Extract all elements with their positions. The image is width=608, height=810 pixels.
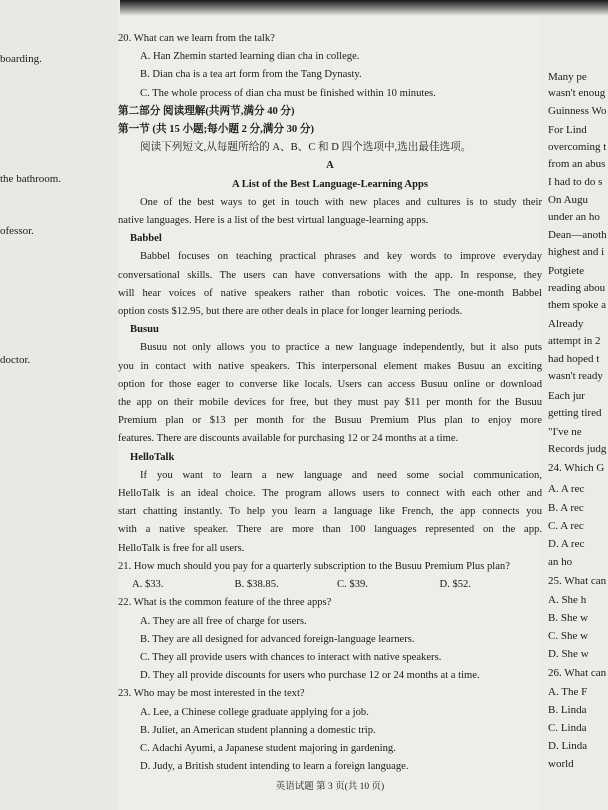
question-22-option-c: C. They all provide users with chances to interact with native speakers. <box>140 651 442 663</box>
scan-shadow <box>120 0 608 16</box>
question-20-option-b: B. Dian cha is a tea art form from the Tang Dynasty. <box>140 69 362 81</box>
hellotalk-line: HelloTalk is free for all users. <box>118 542 245 554</box>
question-23-option-d: D. Judy, a British student intending to learn a foreign language. <box>140 761 409 773</box>
right-fragment: from an abus <box>548 158 606 170</box>
question-21-option-b: B. $38.85. <box>234 579 279 591</box>
right-fragment: Dean—anoth <box>548 229 607 241</box>
right-fragment: 24. Which G <box>548 462 605 474</box>
question-21-option-a: A. $33. <box>132 579 164 591</box>
busuu-line: Premium plan or $13 per month for the Busuu Premium Plus plan to enjoy more <box>118 415 542 427</box>
left-page-edge <box>0 0 118 810</box>
right-fragment: overcoming t <box>548 141 607 153</box>
instructions: 阅读下列短文,从每题所给的 A、B、C 和 D 四个选项中,选出最佳选项。 <box>140 142 472 154</box>
right-fragment: Records judg <box>548 443 607 455</box>
busuu-line: Busuu not only allows you to practice a new language independently, but it also puts <box>140 342 542 354</box>
question-22-stem: 22. What is the common feature of the three apps? <box>118 597 332 609</box>
right-fragment: B. She w <box>548 612 589 624</box>
busuu-line: option for those eager to converse like locals. Users can access Busuu online or download <box>118 378 542 390</box>
right-fragment: had hoped t <box>548 353 600 365</box>
right-fragment: D. A rec <box>548 538 585 550</box>
question-21-stem: 21. How much should you pay for a quarterly subscription to the Busuu Premium Plus plan? <box>118 560 510 572</box>
babbel-line: Babbel focuses on teaching practical phrases and key words to improve everyday <box>140 251 542 263</box>
passage-title: A List of the Best Language-Learning Apps <box>231 178 428 190</box>
right-fragment: D. She w <box>548 648 589 660</box>
right-fragment: reading abou <box>548 282 606 294</box>
left-fragment: the bathroom. <box>0 173 62 185</box>
hellotalk-line: If you want to learn a new language and need some social communication, <box>140 469 542 481</box>
babbel-line: will hear voices of native speakers rather than robotic voices. The one-month Babbel <box>118 287 542 299</box>
right-fragment: "I've ne <box>548 426 582 438</box>
question-21-option-d: D. $52. <box>439 579 471 591</box>
intro-line: native languages. Here is a list of the best virtual language-learning apps. <box>118 215 429 227</box>
babbel-line: option costs $12.95, but there are other deals in place for longer learning periods. <box>118 306 463 318</box>
hellotalk-line: start chatting instantly. To help you learn a language like French, the app connects you <box>118 506 542 518</box>
right-fragment: wasn't ready <box>548 370 603 382</box>
question-20-option-a: A. Han Zhemin started learning dian cha in college. <box>140 51 360 63</box>
left-fragment: ofessor. <box>0 225 34 237</box>
question-20-option-c: C. The whole process of dian cha must be finished within 10 minutes. <box>140 87 436 99</box>
babbel-heading: Babbel <box>130 233 162 245</box>
right-fragment: Many pe <box>548 71 587 83</box>
right-fragment: C. She w <box>548 630 589 642</box>
question-23-option-b: B. Juliet, an American student planning a domestic trip. <box>140 724 376 736</box>
busuu-line: features. There are discounts available for purchasing 12 or 24 months at a time. <box>118 433 459 445</box>
right-fragment: I had to do s <box>548 176 603 188</box>
right-fragment: attempt in 2 <box>548 335 601 347</box>
hellotalk-line: HelloTalk is an ideal choice. The program allows users to connect with each other and <box>118 488 542 500</box>
right-fragment: Potgiete <box>548 265 585 277</box>
right-fragment: C. Linda <box>548 722 587 734</box>
busuu-line: the app on their mobile devices for free, but they must pay $11 per month for the Busuu <box>118 397 542 409</box>
section-heading: 第一节 (共 15 小题;每小题 2 分,满分 30 分) <box>118 124 314 136</box>
right-fragment: 26. What can <box>548 667 607 679</box>
right-fragment: For Lind <box>548 124 587 136</box>
right-fragment: C. A rec <box>548 520 584 532</box>
busuu-heading: Busuu <box>130 324 159 336</box>
question-20-stem: 20. What can we learn from the talk? <box>118 33 275 44</box>
hellotalk-heading: HelloTalk <box>130 451 175 463</box>
right-fragment: getting tired <box>548 407 602 419</box>
question-23-option-a: A. Lee, a Chinese college graduate applying for a job. <box>140 706 369 718</box>
question-22-option-b: B. They are all designed for advanced foreign-language learners. <box>140 633 415 645</box>
page-footer: 英语试题 第 3 页(共 10 页) <box>275 782 385 793</box>
left-fragment: doctor. <box>0 354 31 366</box>
right-fragment: world <box>548 758 574 770</box>
question-22-option-a: A. They are all free of charge for users. <box>140 615 307 627</box>
question-23-option-c: C. Adachi Ayumi, a Japanese student majoring in gardening. <box>140 742 396 754</box>
right-fragment: A. The F <box>548 686 588 698</box>
right-fragment: B. A rec <box>548 502 584 514</box>
question-21-options <box>118 576 542 594</box>
question-22-option-d: D. They all provide discounts for users who purchase 12 or 24 months at a time. <box>140 670 480 682</box>
intro-line: One of the best ways to get in touch with new places and cultures is to study their <box>140 196 542 208</box>
right-fragment: Already <box>548 318 584 330</box>
right-fragment: Guinness Wo <box>548 105 607 117</box>
right-fragment: A. A rec <box>548 483 585 495</box>
babbel-line: conversational skills. The users can have conversations with the app. In response, they <box>118 269 542 281</box>
part-heading: 第二部分 阅读理解(共两节,满分 40 分) <box>118 105 295 117</box>
right-fragment: 25. What can <box>548 575 607 587</box>
right-fragment: D. Linda <box>548 740 588 752</box>
right-fragment: Each jur <box>548 390 585 402</box>
right-fragment: A. She h <box>548 594 587 606</box>
right-fragment: On Augu <box>548 194 589 206</box>
right-fragment: an ho <box>548 556 573 568</box>
question-21-option-c: C. $39. <box>337 579 368 591</box>
busuu-line: you in contact with native speakers. This interpersonal element makes Busuu an exciting <box>118 360 542 372</box>
right-fragment: highest and i <box>548 246 605 258</box>
right-fragment: under an ho <box>548 211 600 223</box>
right-fragment: wasn't enoug <box>548 87 606 99</box>
hellotalk-line: with a native speaker. There are more than 100 languages represented on the app. <box>118 524 542 536</box>
right-fragment: them spoke a <box>548 299 607 311</box>
left-fragment: boarding. <box>0 53 42 65</box>
question-23-stem: 23. Who may be most interested in the text? <box>118 688 305 700</box>
passage-letter: A <box>326 160 334 172</box>
right-fragment: B. Linda <box>548 704 587 716</box>
main-column <box>118 30 542 797</box>
